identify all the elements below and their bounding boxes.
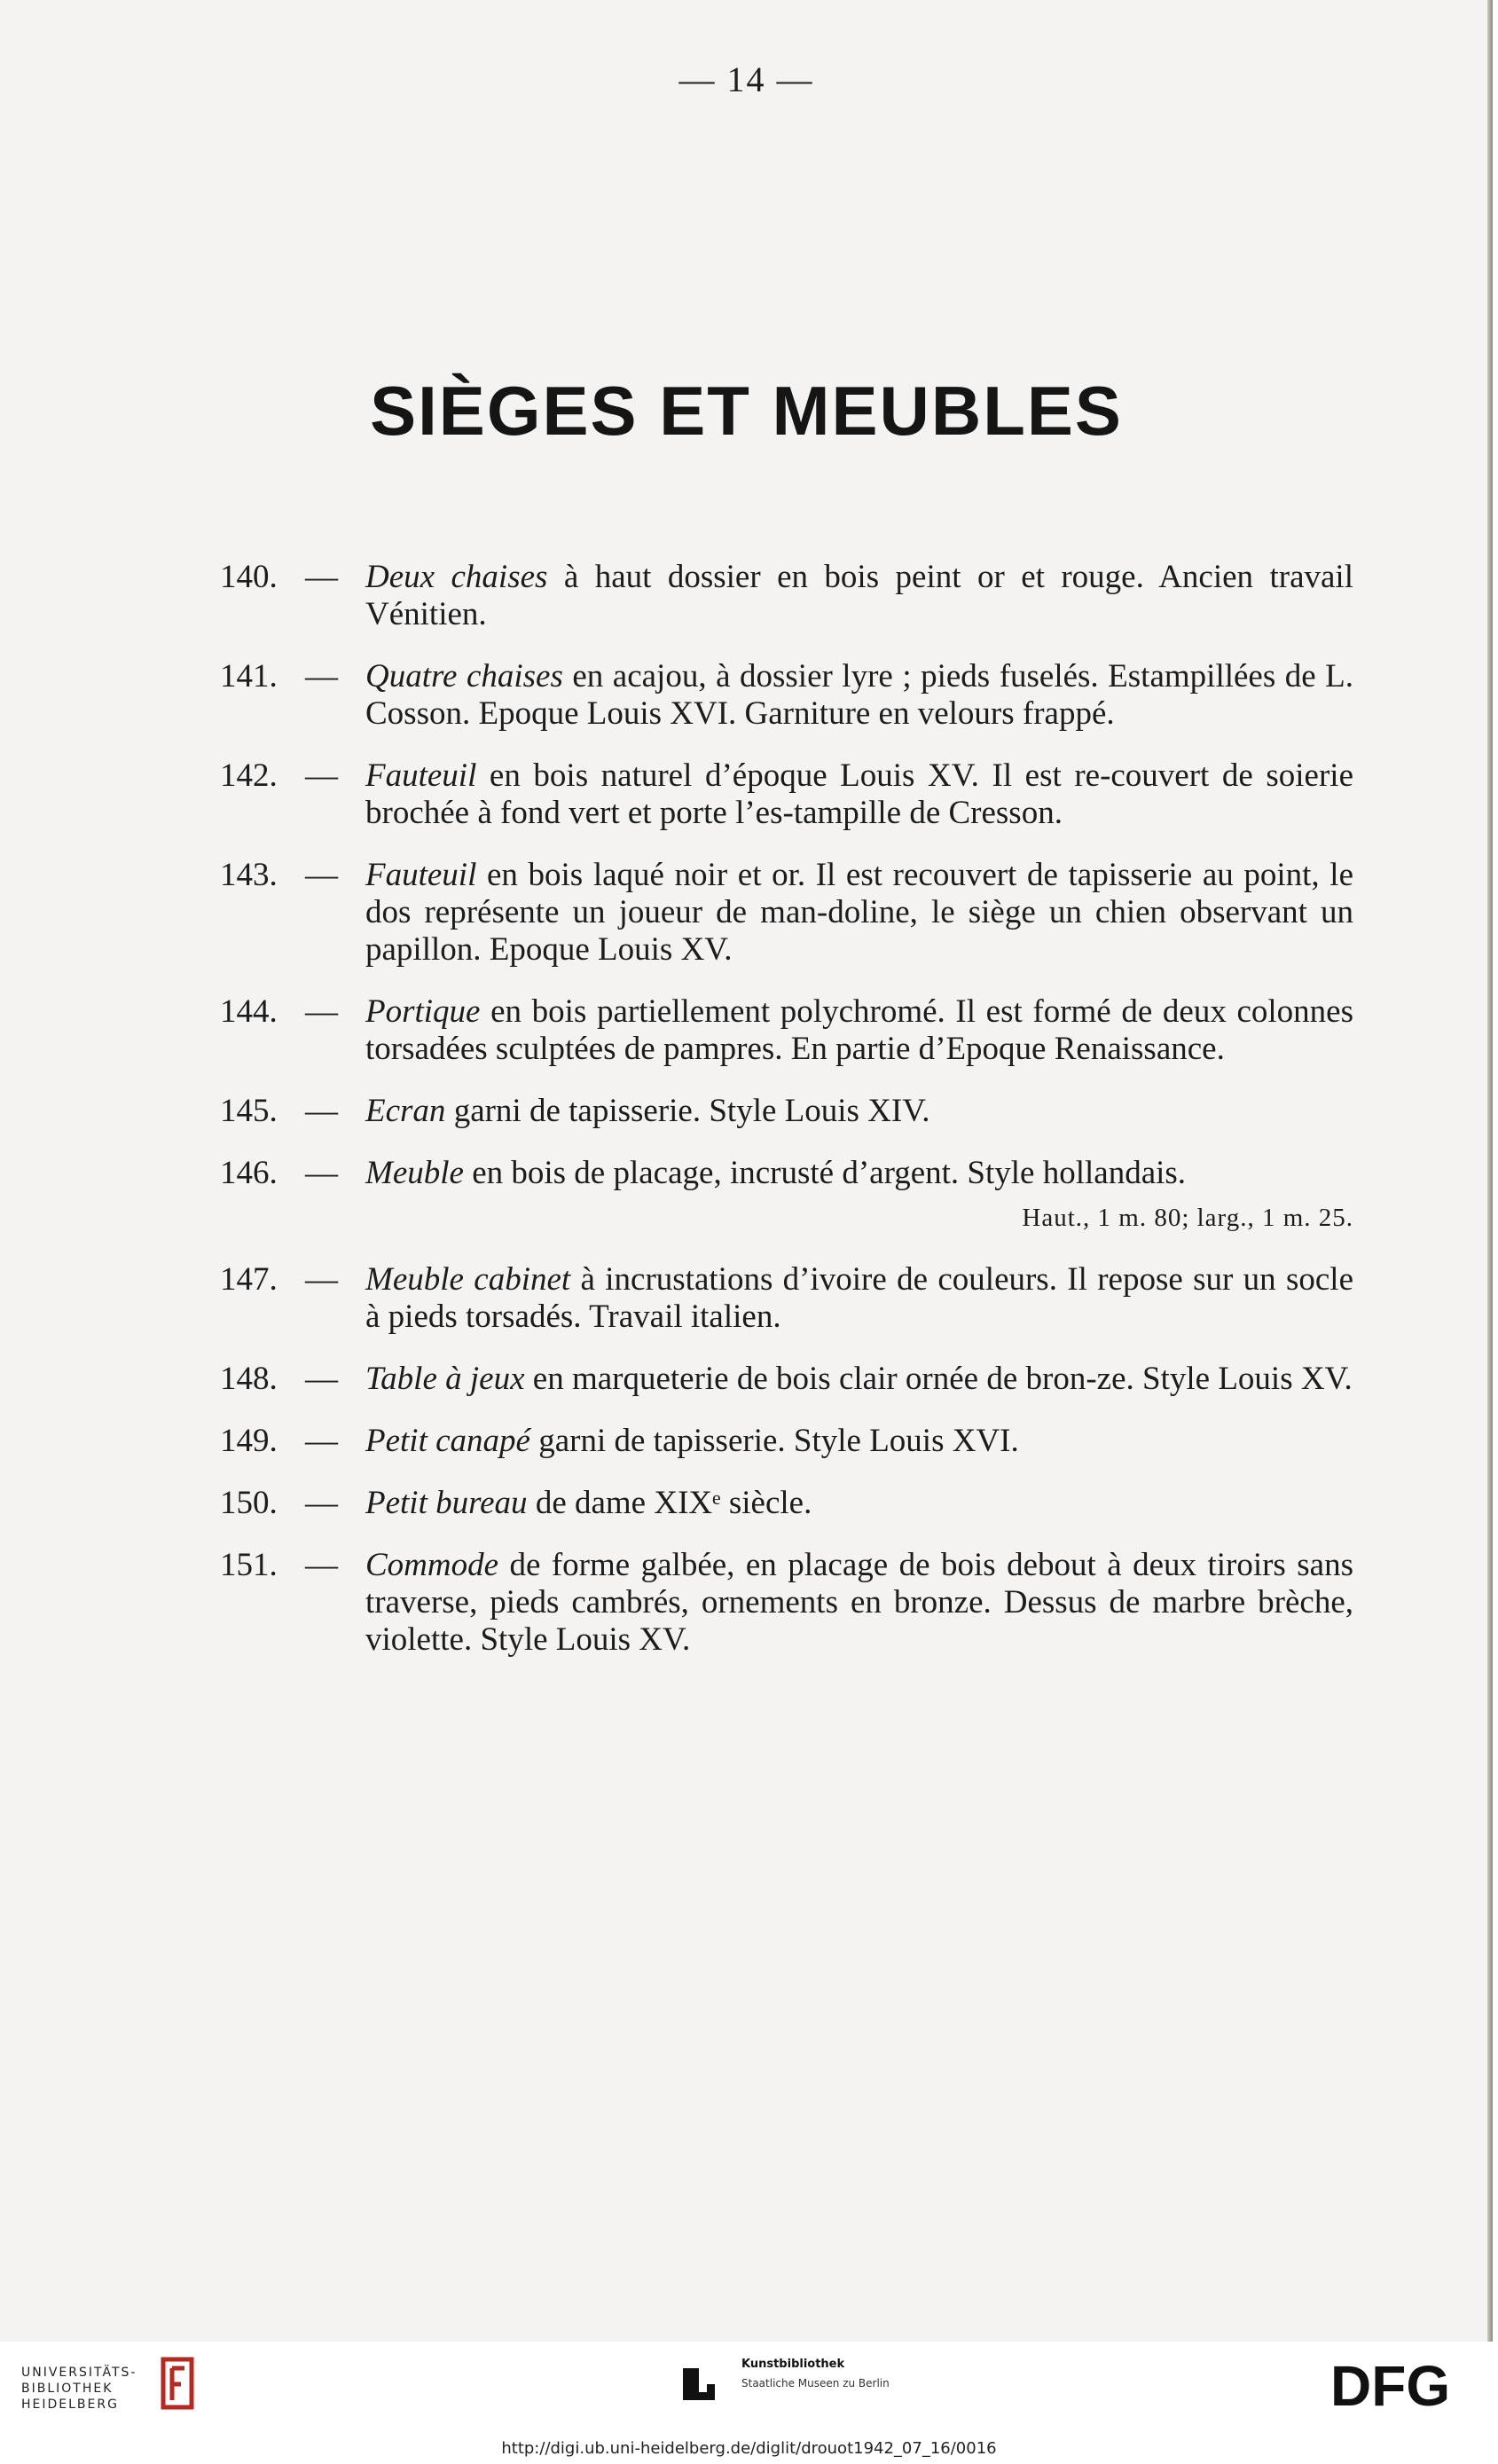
entry-title: Ecran (365, 1093, 446, 1129)
entry-description (365, 1547, 1353, 1659)
section-title: SIÈGES ET MEUBLES (370, 372, 1123, 450)
entry-number: 150. (220, 1485, 278, 1521)
catalogue-entry (220, 757, 1353, 832)
entry-dash: — (305, 857, 338, 893)
dfg-logo-text: DFG (1330, 2354, 1451, 2416)
entry-title: Fauteuil (365, 857, 477, 893)
entry-dash: — (305, 658, 338, 694)
entry-text: de forme galbée, en placage de bois debout à deux tiroirs sans traverse, pieds cambrés, ornements en bronze. Dessus de marbre brèche, violette. Style Louis XV. (365, 1547, 1353, 1658)
entry-number: 143. (220, 857, 278, 893)
entry-title: Meuble (365, 1155, 464, 1191)
footer (0, 2342, 1498, 2464)
entry-description (365, 559, 1353, 633)
catalogue-entry (220, 1093, 1353, 1130)
entry-description (365, 993, 1353, 1068)
catalogue-entry (220, 1261, 1353, 1336)
entry-description (365, 1093, 1353, 1130)
entry-dash: — (305, 1547, 338, 1583)
catalogue-entry (220, 1485, 1353, 1522)
entry-dimensions: Haut., 1 m. 80; larg., 1 m. 25. (1022, 1204, 1353, 1232)
catalogue-entry (220, 1361, 1353, 1398)
catalogue-entries (220, 559, 1353, 1683)
entry-title: Petit bureau (365, 1485, 528, 1521)
entry-dash: — (305, 1093, 338, 1129)
page-edge (1487, 0, 1493, 2342)
heidelberg-library-logo (21, 2352, 216, 2423)
library-emblem-icon (154, 2352, 200, 2414)
entry-description (365, 1423, 1353, 1460)
entry-description (365, 1261, 1353, 1336)
entry-dash: — (305, 559, 338, 595)
page-number: — 14 — (678, 59, 814, 99)
entry-description (365, 857, 1353, 969)
entry-text: en bois laqué noir et or. Il est recouvert de tapisserie au point, le dos représente un joueur de man-doline, le siège un chien observant un papillon. Epoque Louis XV. (365, 857, 1353, 968)
entry-number: 146. (220, 1155, 278, 1191)
library-line: HEIDELBERG (21, 2397, 119, 2412)
entry-number: 147. (220, 1261, 278, 1298)
entry-number: 144. (220, 993, 278, 1030)
entry-dash: — (305, 1361, 338, 1397)
kunstbibliothek-name: Kunstbibliothek (741, 2358, 845, 2371)
library-line: UNIVERSITÄTS- (21, 2366, 137, 2380)
catalogue-entry (220, 1423, 1353, 1460)
entry-dash: — (305, 1261, 338, 1298)
catalogue-entry (220, 1547, 1353, 1659)
entry-text: garni de tapisserie. Style Louis XVI. (529, 1423, 1019, 1459)
entry-dash: — (305, 757, 338, 794)
entry-number: 149. (220, 1423, 278, 1459)
entry-title: Table à jeux (365, 1361, 525, 1397)
entry-title: Petit canapé (365, 1423, 530, 1459)
entry-title: Portique (365, 993, 481, 1030)
library-line: BIBLIOTHEK (21, 2382, 114, 2396)
entry-text: en bois de placage, incrusté d’argent. Style hollandais. (463, 1155, 1187, 1191)
entry-description (365, 1155, 1353, 1192)
entry-number: 140. (220, 559, 278, 595)
entry-number: 142. (220, 757, 278, 794)
entry-title: Meuble cabinet (365, 1261, 571, 1298)
kunstbibliothek-logo (683, 2354, 949, 2407)
entry-text: de dame XIXᵉ siècle. (527, 1485, 812, 1521)
catalogue-entry (220, 993, 1353, 1068)
entry-text: garni de tapisserie. Style Louis XIV. (445, 1093, 930, 1129)
catalogue-entry (220, 857, 1353, 969)
entry-dash: — (305, 993, 338, 1030)
entry-text: à haut dossier en bois peint or et rouge. Ancien travail Vénitien. (365, 559, 1353, 632)
kunstbibliothek-subtitle: Staatliche Museen zu Berlin (741, 2377, 890, 2389)
entry-text: en bois partiellement polychromé. Il est formé de deux colonnes torsadées sculptées de pampres. En partie d’Epoque Renaissance. (365, 993, 1353, 1067)
entry-number: 151. (220, 1547, 278, 1583)
entry-number: 148. (220, 1361, 278, 1397)
entry-description (365, 757, 1353, 832)
entry-description (365, 1485, 1353, 1522)
dfg-logo (1330, 2354, 1476, 2416)
entry-description (365, 658, 1353, 733)
catalogue-entry (220, 1155, 1353, 1236)
entry-title: Deux chaises (365, 559, 548, 595)
entry-text: en marqueterie de bois clair ornée de bron-ze. Style Louis XV. (524, 1361, 1353, 1397)
entry-number: 145. (220, 1093, 278, 1129)
entry-text: à incrustations d’ivoire de couleurs. Il repose sur un socle à pieds torsadés. Travail italien. (365, 1261, 1353, 1335)
entry-number: 141. (220, 658, 278, 694)
entry-title: Quatre chaises (365, 658, 563, 694)
kunstbibliothek-icon (683, 2368, 715, 2400)
source-url[interactable]: http://digi.ub.uni-heidelberg.de/diglit/drouot1942_07_16/0016 (501, 2439, 997, 2458)
entry-dash: — (305, 1155, 338, 1191)
entry-text: en acajou, à dossier lyre ; pieds fuselés. Estampillées de L. Cosson. Epoque Louis XVI. Garniture en velours frappé. (365, 658, 1354, 732)
catalogue-entry (220, 658, 1353, 733)
entry-title: Fauteuil (365, 757, 477, 794)
entry-dash: — (305, 1423, 338, 1459)
catalogue-entry (220, 559, 1353, 633)
entry-dash: — (305, 1485, 338, 1521)
entry-text: en bois naturel d’époque Louis XV. Il est re-couvert de soierie brochée à fond vert et porte l’es-tampille de Cresson. (365, 757, 1353, 831)
entry-title: Commode (365, 1547, 499, 1583)
entry-description (365, 1361, 1353, 1398)
